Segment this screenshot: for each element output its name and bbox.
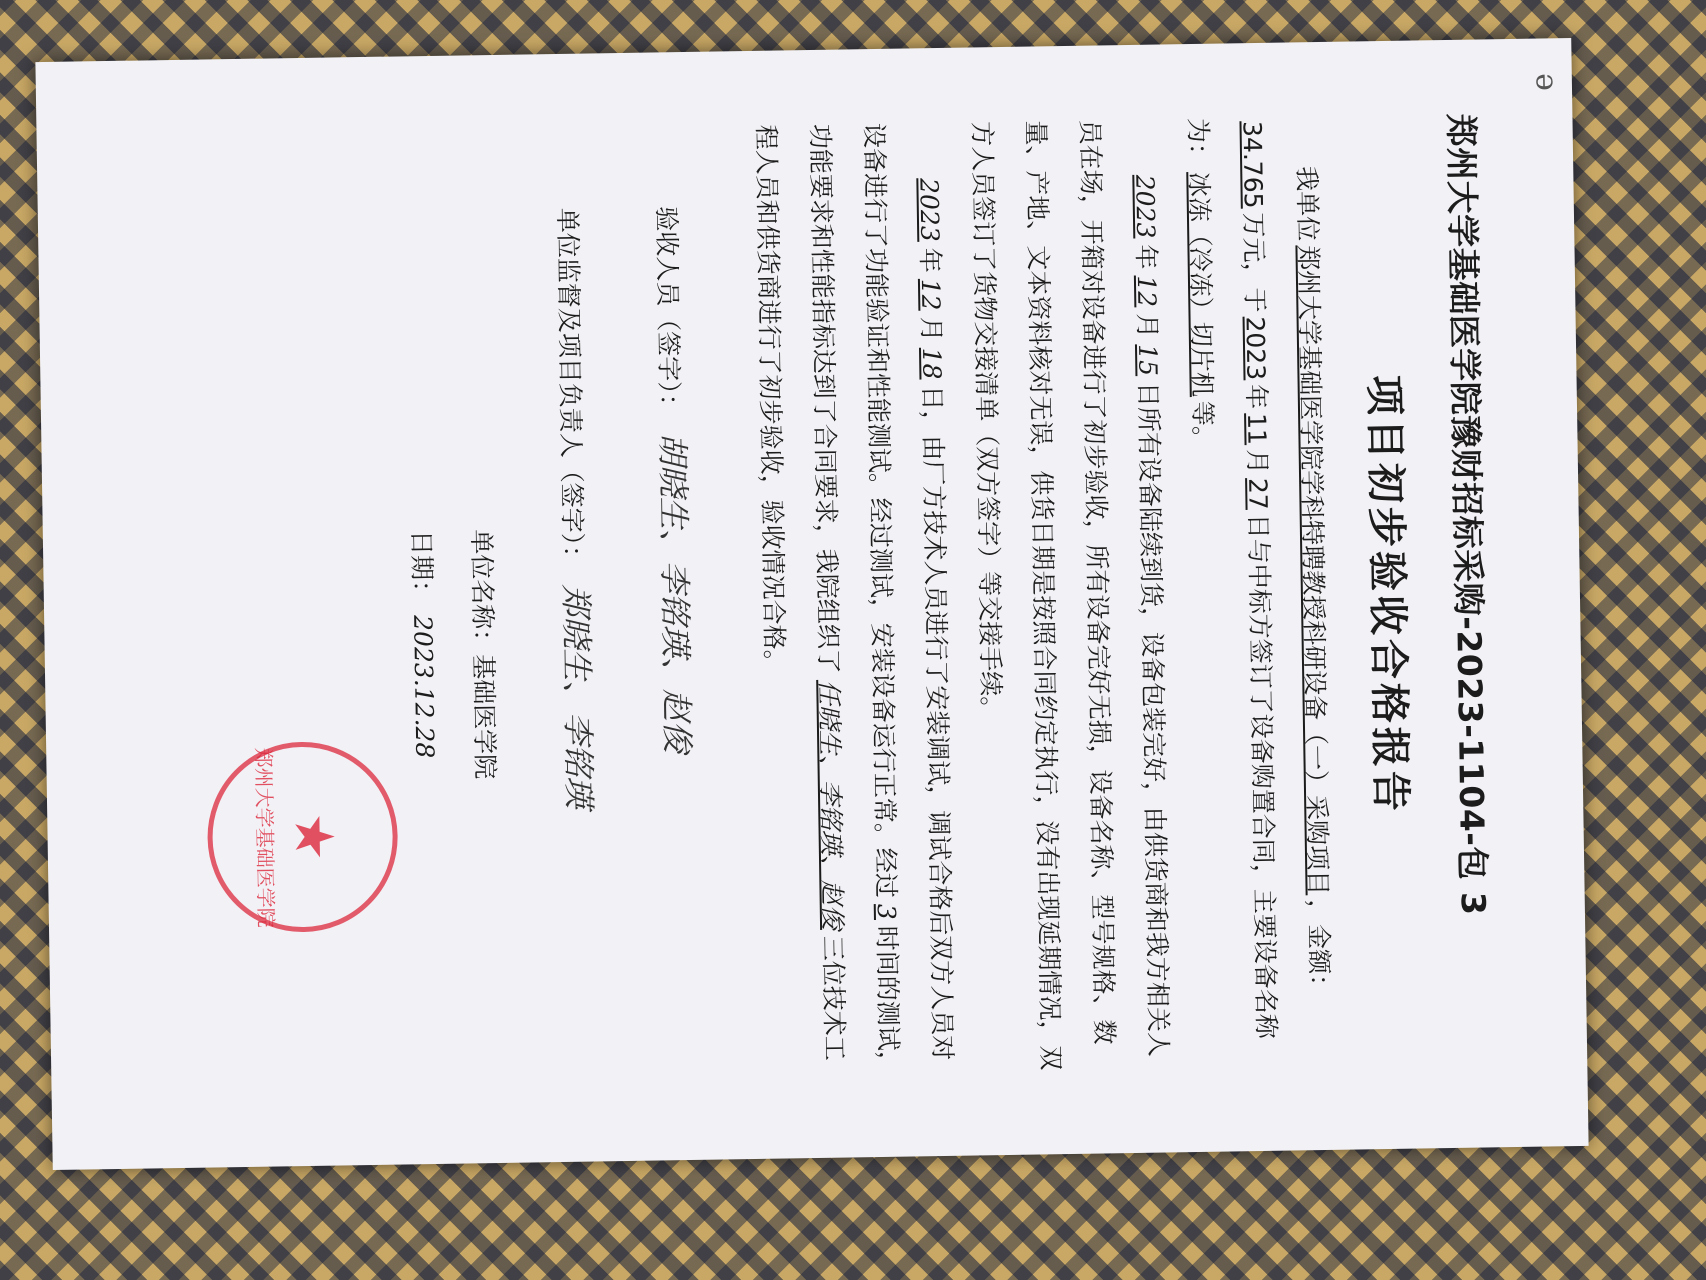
- unit-name-line: [451, 529, 520, 1130]
- document-content: [66, 72, 1562, 1135]
- acceptance-label: 验收人员（签字）：: [651, 206, 685, 419]
- supervisor-signature-line: [542, 207, 609, 1128]
- contract-month: 11: [1242, 412, 1272, 446]
- delivery-month: 12: [1131, 275, 1162, 308]
- document-header: 郑州大学基础医学院豫财招标采购-2023-1104-包 3: [1441, 113, 1493, 916]
- contract-amount: 34.765: [1237, 120, 1268, 209]
- paragraph-delivery: 2023年12月15日所有设备陆续到货，设备包装完好，由供货商和我方相关人员在场，开箱对设备进行了初步验收，所有设备完好无损，设备名称、型号规格、数量、产地、文本资料核对无误，供货日期是按照合同约定执行，没有出现延期情况，双方人员签订了货物交接清单（双方签字）等交接手续。: [967, 119, 1174, 1071]
- equipment-name: 冰冻（冷冻）切片机: [1184, 171, 1217, 398]
- seal-star-icon: ★: [282, 812, 346, 862]
- report-title: 项目初步验收合格报告: [1360, 374, 1414, 816]
- install-day: 18: [916, 347, 947, 380]
- acceptance-signatures: 胡晓生、李铭瑛、赵俊: [653, 432, 697, 753]
- supervisor-signatures: 郑晓生、李铭瑛: [556, 583, 599, 809]
- supervisor-label: 单位监督及项目负责人（签字）：: [552, 207, 588, 571]
- seal-text: 郑州大学基础医学院: [251, 747, 279, 928]
- engineer-names: 任晓生、李铭瑛、赵俊: [814, 679, 848, 930]
- date-label: 日期：: [406, 529, 437, 606]
- delivery-year: 2023: [1130, 174, 1161, 239]
- contract-day: 27: [1243, 477, 1273, 510]
- delivery-day: 15: [1132, 343, 1163, 377]
- official-seal-stamp: [206, 741, 399, 934]
- date-value: 2023.12.28: [408, 614, 440, 759]
- paragraph-contract: 我单位郑州大学基础医学院学科特聘教授科研设备（一）采购项目，金额：34.765万元，于2023年11月27日与中标方签订了设备购置合同，主要设备名称为：冰冻（冷冻）切片机等。: [1183, 117, 1335, 1039]
- unit-name-value: 基础医学院: [468, 653, 500, 780]
- footer-block: [391, 529, 520, 1131]
- paragraph-installation: 2023年12月18日，由厂方技术人员进行了安装调试，调试合格后双方人员对设备进行了功能验证和性能测试。经过测试，安装设备运行正常。经过3时间的测试，功能要求和性能指标达到了合同要求，我院组织了任晓生、李铭瑛、赵俊三位技术工程人员和供货商进行了初步验收，验收情况合格。: [751, 122, 958, 1077]
- document-page: [35, 38, 1588, 1170]
- date-line: [391, 530, 460, 1131]
- unit-name-label: 单位名称：: [466, 528, 498, 655]
- unit-project-name: 郑州大学基础医学院学科特聘教授科研设备（一）采购项目: [1293, 244, 1333, 896]
- corner-mark: e: [1525, 72, 1561, 92]
- test-period: 3: [871, 903, 901, 921]
- install-month: 12: [915, 278, 946, 311]
- contract-year: 2023: [1240, 316, 1271, 381]
- acceptance-signature-line: [641, 206, 708, 1127]
- install-year: 2023: [914, 177, 945, 242]
